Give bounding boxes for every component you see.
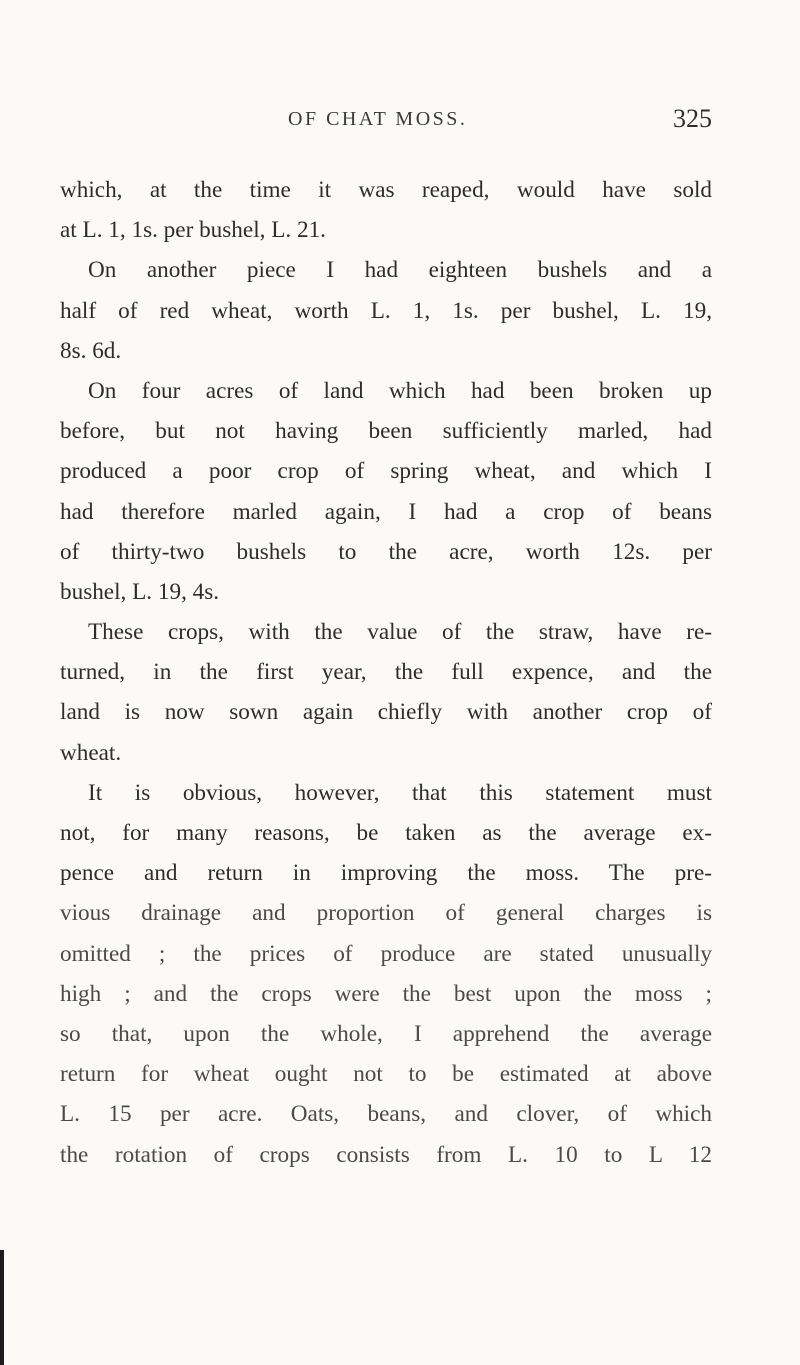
- text-line: 8s. 6d.: [60, 337, 122, 364]
- text-line: before, but not having been sufficiently marled, had: [60, 418, 712, 445]
- text-line: omitted ; the prices of produce are stated unusually: [60, 940, 712, 967]
- text-line: turned, in the first year, the full expence, and the: [60, 659, 712, 686]
- text-line: On four acres of land which had been broken up: [88, 377, 712, 404]
- text-line: pence and return in improving the moss. The pre-: [60, 860, 712, 887]
- text-line: return for wheat ought not to be estimated at above: [60, 1061, 712, 1088]
- page-edge-shadow: [0, 1250, 4, 1365]
- text-line: produced a poor crop of spring wheat, and which I: [60, 458, 712, 485]
- text-line: wheat.: [60, 739, 122, 766]
- running-head: [60, 104, 712, 142]
- text-line: bushel, L. 19, 4s.: [60, 578, 220, 605]
- text-line: at L. 1, 1s. per bushel, L. 21.: [60, 217, 326, 244]
- text-line: These crops, with the value of the straw, have re-: [88, 619, 712, 646]
- text-line: which, at the time it was reaped, would have sold: [60, 177, 712, 203]
- page-number: 325: [673, 104, 712, 133]
- text-line: the rotation of crops consists from L. 10 to L 12: [60, 1141, 712, 1168]
- body-text: [60, 170, 712, 1175]
- text-line: It is obvious, however, that this statement must: [88, 779, 712, 806]
- text-line: of thirty-two bushels to the acre, worth 12s. per: [60, 538, 712, 565]
- text-line: vious drainage and proportion of general charges is: [60, 900, 712, 927]
- text-line: had therefore marled again, I had a crop of beans: [60, 498, 712, 525]
- text-line: not, for many reasons, be taken as the average ex-: [60, 820, 712, 846]
- text-line: L. 15 per acre. Oats, beans, and clover, of which: [60, 1101, 712, 1128]
- text-line: so that, upon the whole, I apprehend the average: [60, 1020, 712, 1047]
- text-line: land is now sown again chiefly with another crop of: [60, 699, 712, 726]
- running-title: OF CHAT MOSS.: [288, 108, 468, 130]
- text-line: half of red wheat, worth L. 1, 1s. per bushel, L. 19,: [60, 297, 712, 324]
- text-line: high ; and the crops were the best upon the moss ;: [60, 980, 712, 1007]
- text-line: On another piece I had eighteen bushels and a: [88, 257, 712, 284]
